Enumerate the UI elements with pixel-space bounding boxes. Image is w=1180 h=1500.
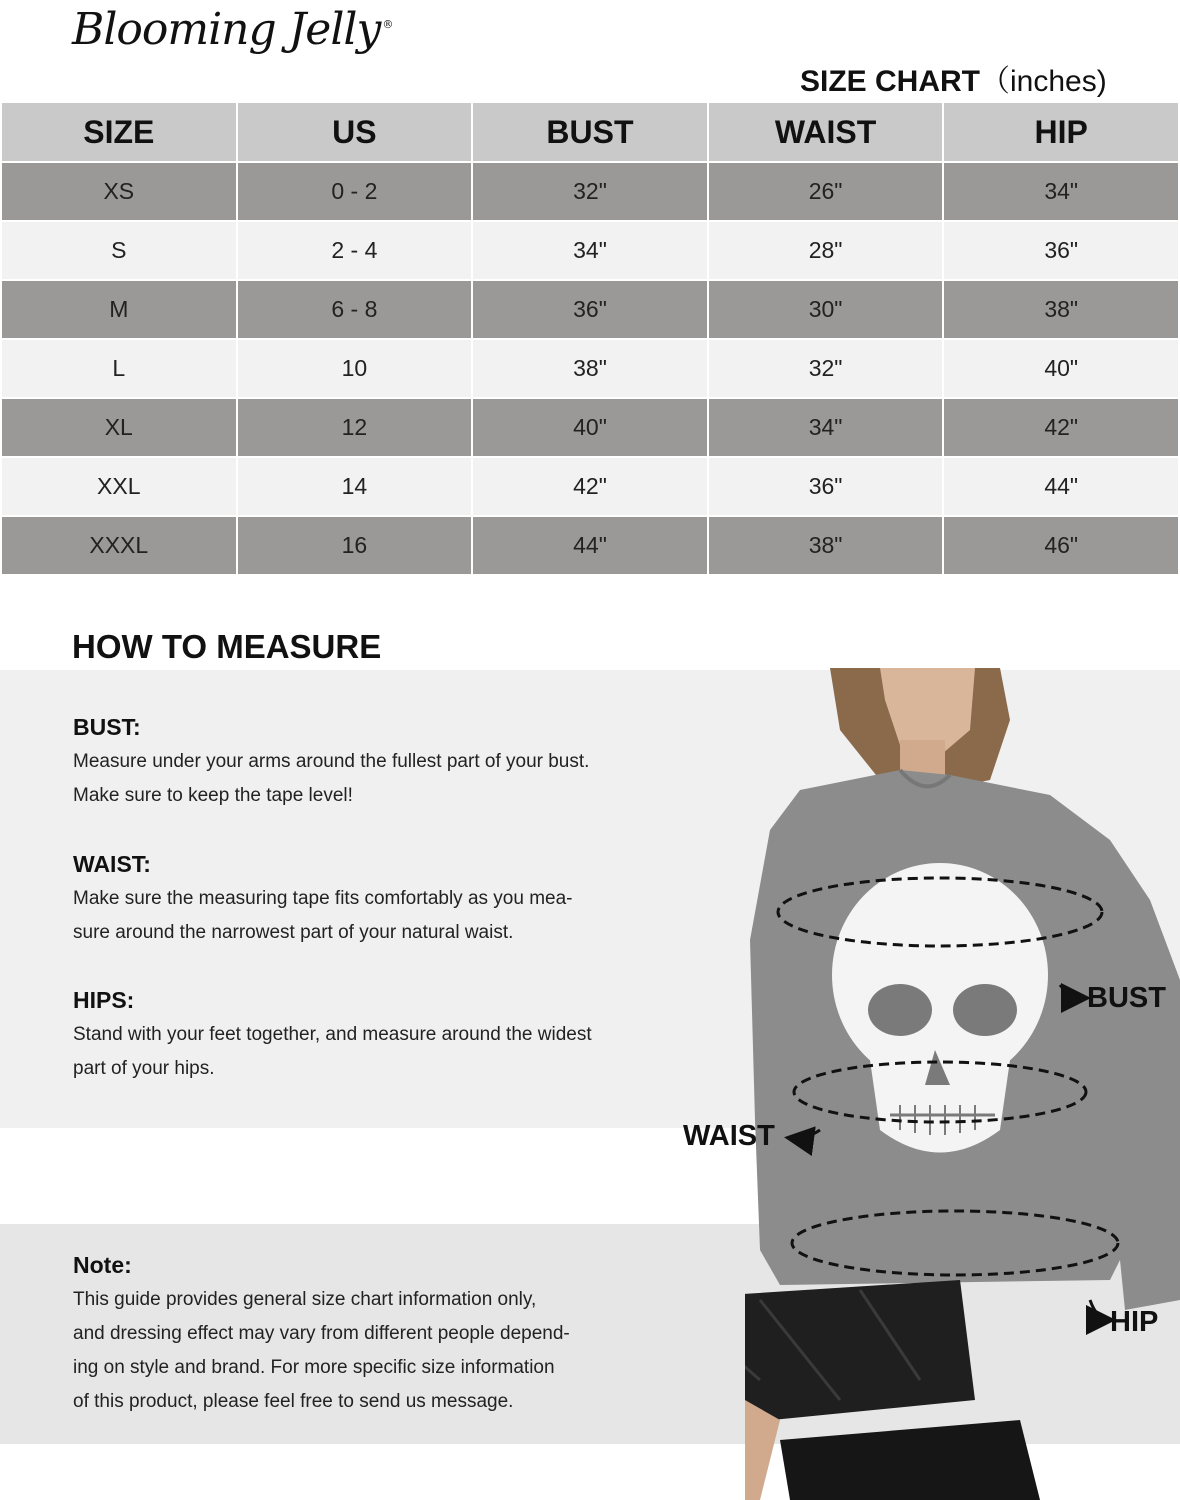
- cell-size: XXL: [1, 457, 237, 516]
- cell-bust: 36": [472, 280, 708, 339]
- hips-instructions: [73, 987, 673, 1086]
- table-row: [1, 162, 1179, 221]
- cell-hip: 42": [943, 398, 1179, 457]
- size-table-header-row: [1, 102, 1179, 162]
- bust-instructions: [73, 714, 673, 813]
- cell-bust: 42": [472, 457, 708, 516]
- bust-heading: BUST:: [73, 714, 141, 740]
- bust-line: Measure under your arms around the fullest part of your bust.: [73, 751, 590, 772]
- cell-size: M: [1, 280, 237, 339]
- cell-bust: 34": [472, 221, 708, 280]
- cell-bust: 38": [472, 339, 708, 398]
- cell-size: XL: [1, 398, 237, 457]
- size-chart-title-text: SIZE CHART: [800, 65, 980, 98]
- cell-us: 14: [237, 457, 473, 516]
- cell-waist: 38": [708, 516, 944, 575]
- table-row: [1, 221, 1179, 280]
- note-heading: Note:: [73, 1252, 132, 1278]
- table-row: [1, 516, 1179, 575]
- table-row: [1, 339, 1179, 398]
- hips-heading: HIPS:: [73, 987, 135, 1013]
- note-line: ing on style and brand. For more specific size information: [73, 1357, 555, 1378]
- size-table: [0, 101, 1180, 576]
- waist-label: WAIST: [683, 1120, 775, 1152]
- cell-hip: 40": [943, 339, 1179, 398]
- cell-us: 2 - 4: [237, 221, 473, 280]
- cell-waist: 26": [708, 162, 944, 221]
- cell-size: XXXL: [1, 516, 237, 575]
- table-row: [1, 457, 1179, 516]
- cell-waist: 28": [708, 221, 944, 280]
- note-line: This guide provides general size chart information only,: [73, 1289, 537, 1310]
- cell-hip: 34": [943, 162, 1179, 221]
- cell-us: 0 - 2: [237, 162, 473, 221]
- cell-bust: 40": [472, 398, 708, 457]
- cell-us: 10: [237, 339, 473, 398]
- cell-hip: 46": [943, 516, 1179, 575]
- cell-us: 12: [237, 398, 473, 457]
- size-chart-title: [800, 56, 1107, 100]
- header-bust: BUST: [472, 102, 708, 162]
- cell-waist: 30": [708, 280, 944, 339]
- model-photo: [745, 668, 1180, 1500]
- cell-us: 6 - 8: [237, 280, 473, 339]
- note-line: and dressing effect may vary from different people depend-: [73, 1323, 570, 1344]
- cell-bust: 32": [472, 162, 708, 221]
- size-chart-unit: （inches): [980, 65, 1107, 98]
- brand-name: Blooming Jelly: [72, 4, 381, 55]
- bust-line: Make sure to keep the tape level!: [73, 785, 353, 806]
- hip-label: HIP: [1110, 1306, 1159, 1338]
- cell-us: 16: [237, 516, 473, 575]
- waist-line: Make sure the measuring tape fits comfortably as you mea-: [73, 888, 573, 909]
- waist-heading: WAIST:: [73, 851, 151, 877]
- cell-size: L: [1, 339, 237, 398]
- registered-mark: ®: [382, 18, 393, 32]
- table-row: [1, 398, 1179, 457]
- cell-waist: 36": [708, 457, 944, 516]
- brand-logo: [72, 4, 392, 55]
- cell-hip: 36": [943, 221, 1179, 280]
- header-us: US: [237, 102, 473, 162]
- cell-size: XS: [1, 162, 237, 221]
- cell-waist: 34": [708, 398, 944, 457]
- header-size: SIZE: [1, 102, 237, 162]
- table-row: [1, 280, 1179, 339]
- note-section: [73, 1252, 673, 1419]
- cell-size: S: [1, 221, 237, 280]
- bust-label: BUST: [1087, 982, 1166, 1014]
- header-hip: HIP: [943, 102, 1179, 162]
- cell-bust: 44": [472, 516, 708, 575]
- hips-line: Stand with your feet together, and measure around the widest: [73, 1024, 592, 1045]
- note-line: of this product, please feel free to send us message.: [73, 1391, 514, 1412]
- how-to-measure-title: HOW TO MEASURE: [72, 628, 382, 665]
- cell-hip: 44": [943, 457, 1179, 516]
- cell-hip: 38": [943, 280, 1179, 339]
- hips-line: part of your hips.: [73, 1058, 215, 1079]
- cell-waist: 32": [708, 339, 944, 398]
- waist-line: sure around the narrowest part of your natural waist.: [73, 922, 514, 943]
- header-waist: WAIST: [708, 102, 944, 162]
- model-figure: [745, 668, 1180, 1500]
- waist-instructions: [73, 851, 673, 950]
